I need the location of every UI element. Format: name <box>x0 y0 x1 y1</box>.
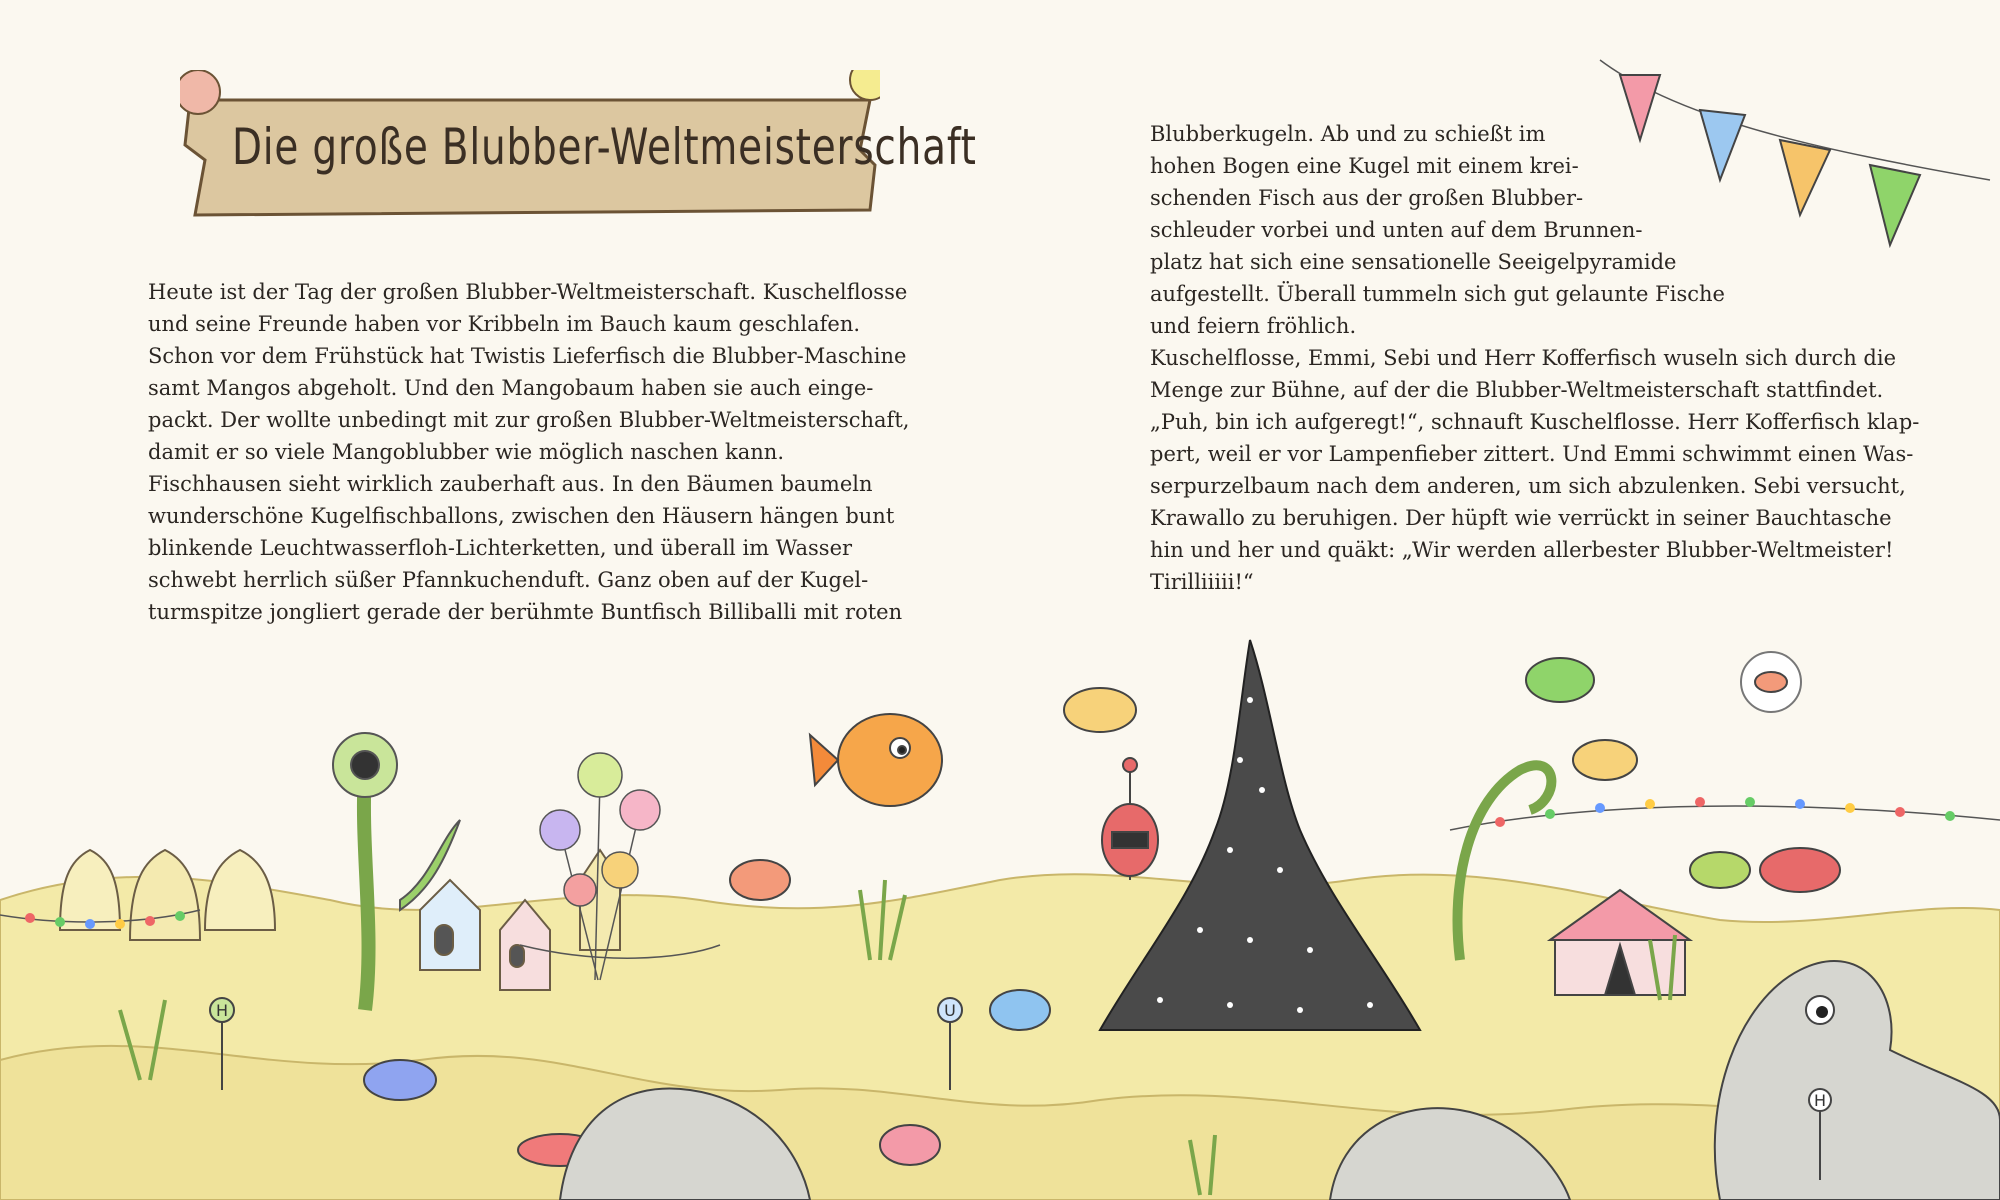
text-line: und feiern fröhlich. <box>1150 314 1357 338</box>
text-line: turmspitze jongliert gerade der berühmte Buntfisch Billiballi mit roten <box>148 600 903 624</box>
text-line: und seine Freunde haben vor Kribbeln im Bauch kaum geschlafen. <box>148 312 861 336</box>
text-line: „Puh, bin ich aufgeregt!“, schnauft Kuschelflosse. Herr Kofferfisch klap- <box>1150 410 1920 434</box>
text-line: damit er so viele Mangoblubber wie möglich naschen kann. <box>148 440 785 464</box>
text-line: Krawallo zu beruhigen. Der hüpft wie verrückt in seiner Bauchtasche <box>1150 506 1892 530</box>
text-line: platz hat sich eine sensationelle Seeigelpyramide <box>1150 250 1677 274</box>
page-title: Die große Blubber-Weltmeisterschaft <box>232 118 977 176</box>
text-line: wunderschöne Kugelfischballons, zwischen den Häusern hängen bunt <box>148 504 895 528</box>
text-line: schleuder vorbei und unten auf dem Brunnen- <box>1150 218 1643 242</box>
right-paragraph <box>1150 118 1919 598</box>
banner-balloon-icon <box>180 70 220 114</box>
text-line: Fischhausen sieht wirklich zauberhaft aus. In den Bäumen baumeln <box>148 472 873 496</box>
left-paragraph <box>148 276 909 628</box>
text-line: schwebt herrlich süßer Pfannkuchenduft. Ganz oben auf der Kugel- <box>148 568 869 592</box>
text-line: Schon vor dem Frühstück hat Twistis Lieferfisch die Blubber-Maschine <box>148 344 907 368</box>
signpost-letter: H <box>215 1001 229 1020</box>
signpost-letter: H <box>1813 1091 1827 1110</box>
text-line: Tirilliiiii!“ <box>1150 570 1254 594</box>
red-lamp-tower <box>1102 758 1158 880</box>
text-line: serpurzelbaum nach dem anderen, um sich abzulenken. Sebi versucht, <box>1150 474 1906 498</box>
banner-balloon-icon-right <box>850 70 880 100</box>
text-line: packt. Der wollte unbedingt mit zur großen Blubber-Weltmeisterschaft, <box>148 408 910 432</box>
text-line: samt Mangos abgeholt. Und den Mangobaum haben sie auch einge- <box>148 376 874 400</box>
text-line: Blubberkugeln. Ab und zu schießt im <box>1150 122 1546 146</box>
pufferfish-orange <box>810 714 942 806</box>
text-line: blinkende Leuchtwasserfloh-Lichterketten, und überall im Wasser <box>148 536 853 560</box>
text-line: hin und her und quäkt: „Wir werden allerbester Blubber-Weltmeister! <box>1150 538 1894 562</box>
text-line: schenden Fisch aus der großen Blubber- <box>1150 186 1584 210</box>
text-line: Kuschelflosse, Emmi, Sebi und Herr Kofferfisch wuseln sich durch die <box>1150 346 1897 370</box>
text-line: aufgestellt. Überall tummeln sich gut gelaunte Fische <box>1150 282 1725 306</box>
signpost-letter: U <box>944 1001 956 1020</box>
text-line: hohen Bogen eine Kugel mit einem krei- <box>1150 154 1579 178</box>
text-line: pert, weil er vor Lampenfieber zittert. Und Emmi schwimmt einen Was- <box>1150 442 1914 466</box>
text-line: Menge zur Bühne, auf der die Blubber-Weltmeisterschaft stattfindet. <box>1150 378 1884 402</box>
text-line: Heute ist der Tag der großen Blubber-Weltmeisterschaft. Kuschelflosse <box>148 280 908 304</box>
